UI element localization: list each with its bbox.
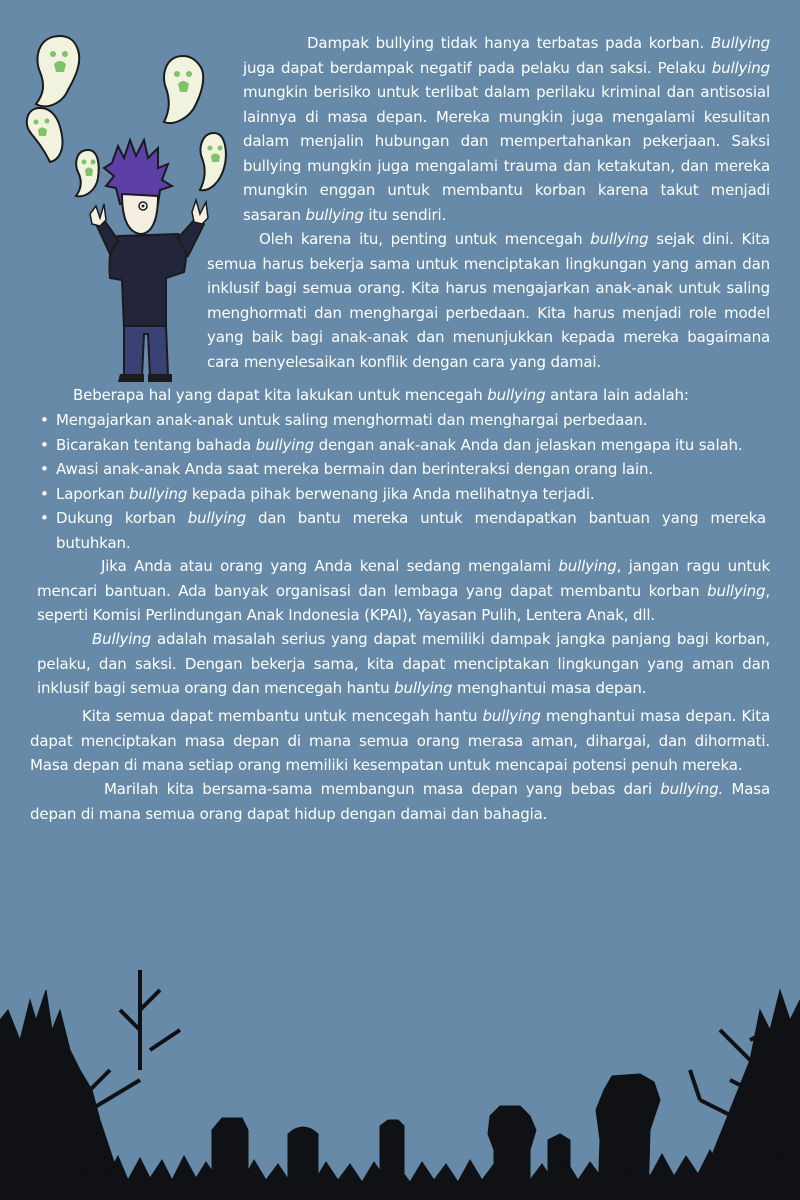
bullet-list-intro: Beberapa hal yang dapat kita lakukan untuk mencegah bullying antara lain adalah:: [73, 386, 689, 404]
italic-term: bullying: [128, 484, 188, 503]
list-item: • Mengajarkan anak-anak untuk saling menghormati dan menghargai perbedaan.: [38, 408, 766, 433]
paragraph-dampak-bullying: Dampak bullying tidak hanya terbatas pada korban. Bullying juga dapat berdampak negatif pada pelaku dan saksi. Pelaku bullying mungkin berisiko untuk terlibat dalam perilaku kriminal dan antisosial lainnya di masa depan. Mereka mungkin juga mengalami kesulitan dalam menjalin hubungan dan mempertahankan pekerjaan. Saksi bullying mungkin juga mengalami trauma dan ketakutan, dan mereka mungkin enggan untuk membantu korban karena takut menjadi sasaran bullying itu sendiri.: [243, 34, 770, 224]
ghost-icon: [200, 133, 226, 190]
paragraph-pencegahan-dini: Oleh karena itu, penting untuk mencegah bullying sejak dini. Kita semua harus bekerja sama untuk menciptakan lingkungan yang aman dan inklusif bagi semua orang. Kita harus mengajarkan anak-anak untuk saling menghormati dan menghargai perbedaan. Kita harus menjadi role model yang baik bagi anak-anak dan menunjukkan kepada mereka bagaimana cara menyelesaikan konflik dengan cara yang damai.: [207, 230, 770, 371]
paragraph-masa-depan: Kita semua dapat membantu untuk mencegah hantu bullying menghantui masa depan. Kita dapat menciptakan masa depan di mana semua orang merasa aman, dihargai, dan dihormati. Masa depan di mana setiap orang memiliki kesempatan untuk mencapai potensi penuh mereka.: [30, 707, 770, 774]
italic-term: bullying: [187, 509, 246, 527]
paragraph-masalah-serius: Bullying adalah masalah serius yang dapat memiliki dampak jangka panjang bagi korban, pelaku, dan saksi. Dengan bekerja sama, kita dapat menciptakan lingkungan yang aman dan inklusif bagi semua orang dan mencegah hantu bullying menghantui masa depan.: [37, 630, 770, 697]
list-item: • Bicarakan tentang bahada bullying dengan anak-anak Anda dan jelaskan mengapa itu salah.: [38, 433, 766, 458]
list-item: • Laporkan bullying kepada pihak berwenang jika Anda melihatnya terjadi.: [38, 482, 766, 507]
graveyard-silhouette: [0, 950, 800, 1200]
italic-term: bullying: [255, 435, 315, 454]
ghost-icon: [27, 108, 63, 162]
italic-term: bullying: [707, 581, 766, 600]
paragraph-ajakan-penutup: Marilah kita bersama-sama membangun masa depan yang bebas dari bullying. Masa depan di mana semua orang dapat hidup dengan damai dan bahagia.: [30, 780, 770, 823]
italic-term: bullying: [590, 230, 649, 248]
list-item: • Awasi anak-anak Anda saat mereka bermain dan berinteraksi dengan orang lain.: [38, 457, 766, 482]
italic-term: bullying: [482, 707, 541, 725]
ghost-icon: [164, 56, 203, 123]
ghost-icon: [76, 150, 99, 196]
italic-term: bullying: [558, 557, 617, 575]
italic-term: bullying: [305, 205, 364, 224]
italic-term: Bullying: [710, 34, 770, 52]
italic-term: bullying: [711, 58, 770, 77]
italic-term: Bullying: [92, 630, 152, 648]
list-item: • Dukung korban bullying dan bantu mereka untuk mendapatkan bantuan yang mereka butuhkan.: [38, 506, 766, 555]
prevention-bullet-list: [38, 408, 766, 555]
ghost-icon: [36, 36, 79, 106]
boy-figure: [90, 140, 208, 382]
italic-term: bullying.: [660, 780, 724, 798]
italic-term: bullying: [487, 386, 546, 404]
italic-term: bullying: [394, 679, 453, 697]
paragraph-mencari-bantuan: Jika Anda atau orang yang Anda kenal sedang mengalami bullying, jangan ragu untuk mencari bantuan. Ada banyak organisasi dan lembaga yang dapat membantu korban bullying, seperti Komisi Perlindungan Anak Indonesia (KPAI), Yayasan Pulih, Lentera Anak, dll.: [37, 557, 770, 624]
